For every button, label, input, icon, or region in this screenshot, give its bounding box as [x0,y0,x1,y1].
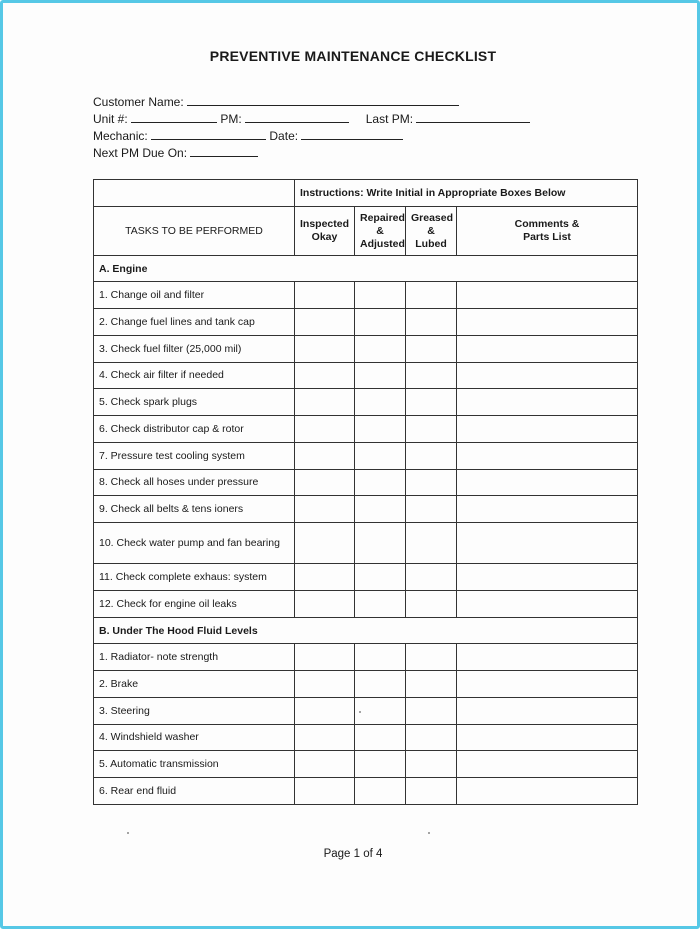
inspected-cell[interactable] [295,416,355,443]
repaired-cell[interactable] [355,644,406,671]
task-label: 5. Automatic transmission [94,751,295,778]
comments-cell[interactable] [457,443,638,470]
greased-cell[interactable] [406,751,457,778]
repaired-cell[interactable] [355,389,406,416]
checklist-table [93,179,638,805]
repaired-cell[interactable] [355,751,406,778]
greased-cell[interactable] [406,725,457,751]
greased-cell[interactable] [406,363,457,389]
greased-ampersand: & [427,224,435,237]
inspected-cell[interactable] [295,282,355,309]
inspected-cell[interactable] [295,363,355,389]
repaired-adjusted-header [355,207,406,256]
repaired-cell[interactable] [355,282,406,309]
task-row [94,523,638,564]
comments-label: Comments & [514,218,580,230]
inspected-cell[interactable] [295,644,355,671]
next-pm-label: Next PM Due On: [93,146,188,160]
repaired-cell[interactable] [355,363,406,389]
greased-label: Greased [411,211,454,224]
task-row [94,336,638,363]
inspected-cell[interactable] [295,751,355,778]
task-row [94,282,638,309]
greased-cell[interactable] [406,282,457,309]
column-header-row [94,207,638,256]
instructions-row [94,180,638,207]
greased-lubed-header [406,207,457,256]
repaired-cell[interactable] [355,336,406,363]
task-row [94,496,638,523]
inspected-cell[interactable] [295,443,355,470]
next-pm-blank[interactable] [190,145,258,157]
repaired-cell[interactable] [355,496,406,523]
comments-cell[interactable] [457,309,638,336]
comments-cell[interactable] [457,725,638,751]
task-label: 9. Check all belts & tens ioners [94,496,295,523]
greased-cell[interactable] [406,564,457,591]
comments-cell[interactable] [457,389,638,416]
scan-speck [428,832,430,834]
inspected-cell[interactable] [295,671,355,698]
greased-cell[interactable] [406,389,457,416]
task-label: 7. Pressure test cooling system [94,443,295,470]
task-label: 6. Rear end fluid [94,778,295,805]
comments-header [457,207,638,256]
repaired-cell[interactable] [355,778,406,805]
comments-cell[interactable] [457,671,638,698]
task-row [94,644,638,671]
task-row [94,443,638,470]
inspected-cell[interactable] [295,389,355,416]
comments-cell[interactable] [457,591,638,618]
section-row [94,618,638,644]
repaired-cell[interactable] [355,725,406,751]
comments-cell[interactable] [457,564,638,591]
greased-cell[interactable] [406,591,457,618]
task-label: 2. Brake [94,671,295,698]
comments-cell[interactable] [457,644,638,671]
mechanic-line [93,128,403,143]
task-row [94,416,638,443]
greased-cell[interactable] [406,309,457,336]
last-pm-blank[interactable] [416,111,530,123]
comments-cell[interactable] [457,282,638,309]
document-title: PREVENTIVE MAINTENANCE CHECKLIST [209,48,497,64]
comments-cell[interactable] [457,363,638,389]
greased-cell[interactable] [406,443,457,470]
task-label: 1. Radiator- note strength [94,644,295,671]
greased-cell[interactable] [406,644,457,671]
task-label: 8. Check all hoses under pressure [94,470,295,496]
greased-cell[interactable] [406,778,457,805]
greased-cell[interactable] [406,671,457,698]
comments-cell[interactable] [457,523,638,564]
inspected-cell[interactable] [295,470,355,496]
task-label: 11. Check complete exhaus: system [94,564,295,591]
task-row [94,363,638,389]
parts-list-label: Parts List [523,231,571,243]
task-label: 2. Change fuel lines and tank cap [94,309,295,336]
task-row [94,389,638,416]
task-label: 12. Check for engine oil leaks [94,591,295,618]
inspected-cell[interactable] [295,336,355,363]
section-engine-title: A. Engine [94,256,638,282]
unit-label: Unit #: [93,112,128,126]
inspected-cell[interactable] [295,591,355,618]
task-label: 4. Windshield washer [94,725,295,751]
inspected-cell[interactable] [295,309,355,336]
instructions-text: Instructions: Write Initial in Appropriate Boxes Below [295,180,638,207]
inspected-cell[interactable] [295,725,355,751]
inspected-cell[interactable] [295,564,355,591]
task-row [94,725,638,751]
task-label: 10. Check water pump and fan bearing [94,523,295,564]
repaired-cell[interactable] [355,698,406,725]
inspected-cell[interactable] [295,778,355,805]
comments-cell[interactable] [457,778,638,805]
mechanic-blank[interactable] [151,128,266,140]
comments-cell[interactable] [457,698,638,725]
greased-cell[interactable] [406,523,457,564]
mechanic-label: Mechanic: [93,129,148,143]
repaired-cell[interactable] [355,564,406,591]
greased-cell[interactable] [406,496,457,523]
customer-name-line [93,94,459,109]
comments-cell[interactable] [457,470,638,496]
okay-label: Okay [311,231,338,243]
comments-cell[interactable] [457,496,638,523]
customer-name-label: Customer Name: [93,95,184,109]
repaired-label: Repaired [360,211,405,224]
task-row [94,778,638,805]
greased-cell[interactable] [406,698,457,725]
next-pm-line [93,145,258,160]
greased-cell[interactable] [406,470,457,496]
inspected-label: Inspected [300,218,350,230]
greased-cell[interactable] [406,416,457,443]
repaired-ampersand: & [376,224,384,237]
repaired-cell[interactable] [355,591,406,618]
task-row [94,591,638,618]
section-fluids-title: B. Under The Hood Fluid Levels [94,618,638,644]
task-row [94,698,638,725]
repaired-cell[interactable] [355,671,406,698]
inspected-cell[interactable] [295,523,355,564]
pm-blank[interactable] [245,111,349,123]
adjusted-label: Adjusted [360,237,405,250]
inspected-cell[interactable] [295,496,355,523]
lubed-label: Lubed [415,237,447,250]
task-label: 4. Check air filter if needed [94,363,295,389]
task-row [94,309,638,336]
inspected-cell[interactable] [295,698,355,725]
comments-cell[interactable] [457,416,638,443]
greased-cell[interactable] [406,336,457,363]
repaired-cell[interactable] [355,523,406,564]
tasks-header: TASKS TO BE PERFORMED [94,207,295,256]
unit-blank[interactable] [131,111,217,123]
unit-line [93,111,530,126]
page-number: Page 1 of 4 [323,848,383,860]
blank-header-cell [94,180,295,207]
repaired-cell[interactable] [355,309,406,336]
comments-cell[interactable] [457,336,638,363]
date-label: Date: [269,129,299,143]
customer-name-blank[interactable] [187,94,459,106]
pm-label: PM: [220,112,242,126]
date-blank[interactable] [301,128,403,140]
last-pm-label: Last PM: [365,112,414,126]
section-row [94,256,638,282]
task-row [94,470,638,496]
repaired-cell[interactable] [355,470,406,496]
task-label: 5. Check spark plugs [94,389,295,416]
task-row [94,564,638,591]
inspected-okay-header [295,207,355,256]
task-row [94,671,638,698]
scan-speck [127,832,129,834]
task-label: 3. Steering [94,698,295,725]
repaired-cell[interactable] [355,443,406,470]
comments-cell[interactable] [457,751,638,778]
task-label: 3. Check fuel filter (25,000 mil) [94,336,295,363]
repaired-cell[interactable] [355,416,406,443]
task-label: 1. Change oil and filter [94,282,295,309]
scan-speck [359,711,361,713]
task-label: 6. Check distributor cap & rotor [94,416,295,443]
task-row [94,751,638,778]
